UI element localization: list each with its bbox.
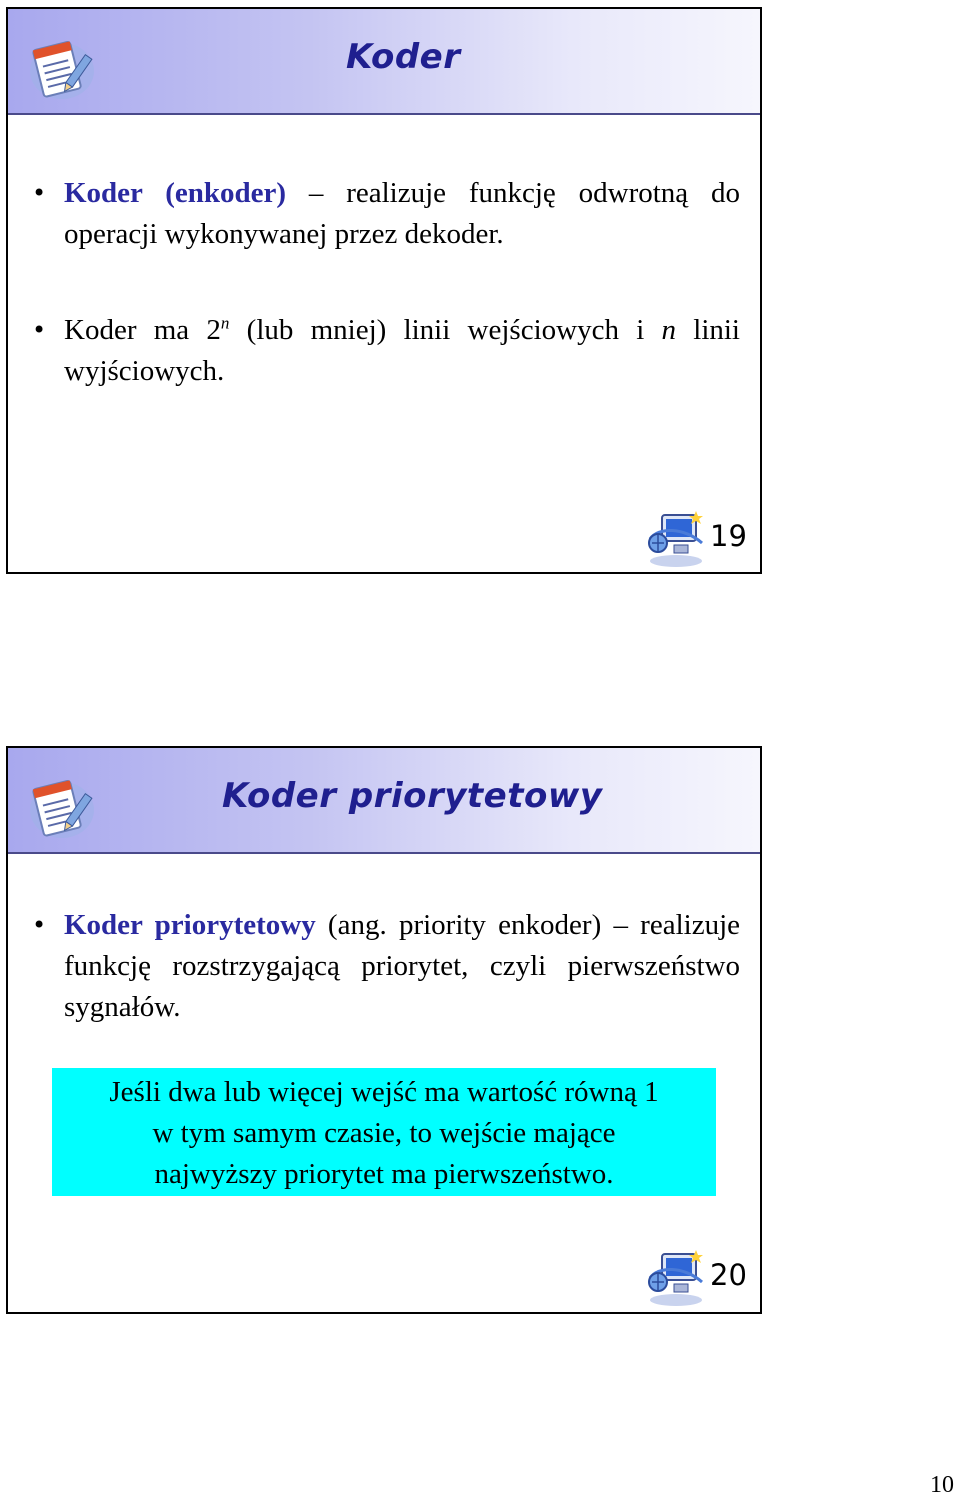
bullet-text: – realizuje funkcję odwrotną do operacji wykonywanej przez dekoder. (64, 177, 740, 250)
slide-20 (6, 746, 762, 1314)
bullet-item (8, 173, 760, 255)
callout-line: w tym samym czasie, to wejście mające (152, 1117, 616, 1149)
bullet-text: Koder ma 2 (64, 314, 221, 346)
variable: n (661, 314, 677, 346)
bullet-text: (ang. priority enkoder) – realizuje funkcję rozstrzygającą priorytet, czyli pierwszeństwo sygnałów. (64, 909, 740, 1023)
notepad-pencil-icon (24, 770, 96, 842)
slide-header (8, 748, 760, 854)
slide-title: Koder (346, 37, 461, 77)
exponent: n (220, 313, 230, 333)
bullet-item (8, 905, 760, 1028)
callout-line: Jeśli dwa lub więcej wejść ma wartość równą 1 (109, 1076, 659, 1108)
bullet-list (8, 173, 760, 392)
sheet-page-number: 10 (930, 1472, 954, 1498)
notepad-pencil-icon (24, 31, 96, 103)
bullet-list (8, 905, 760, 1028)
bullet-text: linii wyjściowych. (64, 314, 740, 387)
bullet-item (8, 310, 760, 392)
slide-page-number: 19 (710, 519, 747, 553)
slide-header (8, 9, 760, 115)
slide-19 (6, 7, 762, 574)
slide-title: Koder priorytetowy (222, 776, 603, 816)
bullet-highlight: Koder priorytetowy (64, 909, 316, 941)
bullet-text: (lub mniej) linii wejściowych i (229, 314, 662, 346)
computer-globe-icon (644, 1248, 708, 1310)
bullet-highlight: Koder (enkoder) (64, 177, 287, 209)
highlight-callout (52, 1068, 716, 1196)
slide-page-number: 20 (710, 1258, 747, 1292)
callout-line: najwyższy priorytet ma pierwszeństwo. (154, 1158, 614, 1190)
computer-globe-icon (644, 509, 708, 571)
